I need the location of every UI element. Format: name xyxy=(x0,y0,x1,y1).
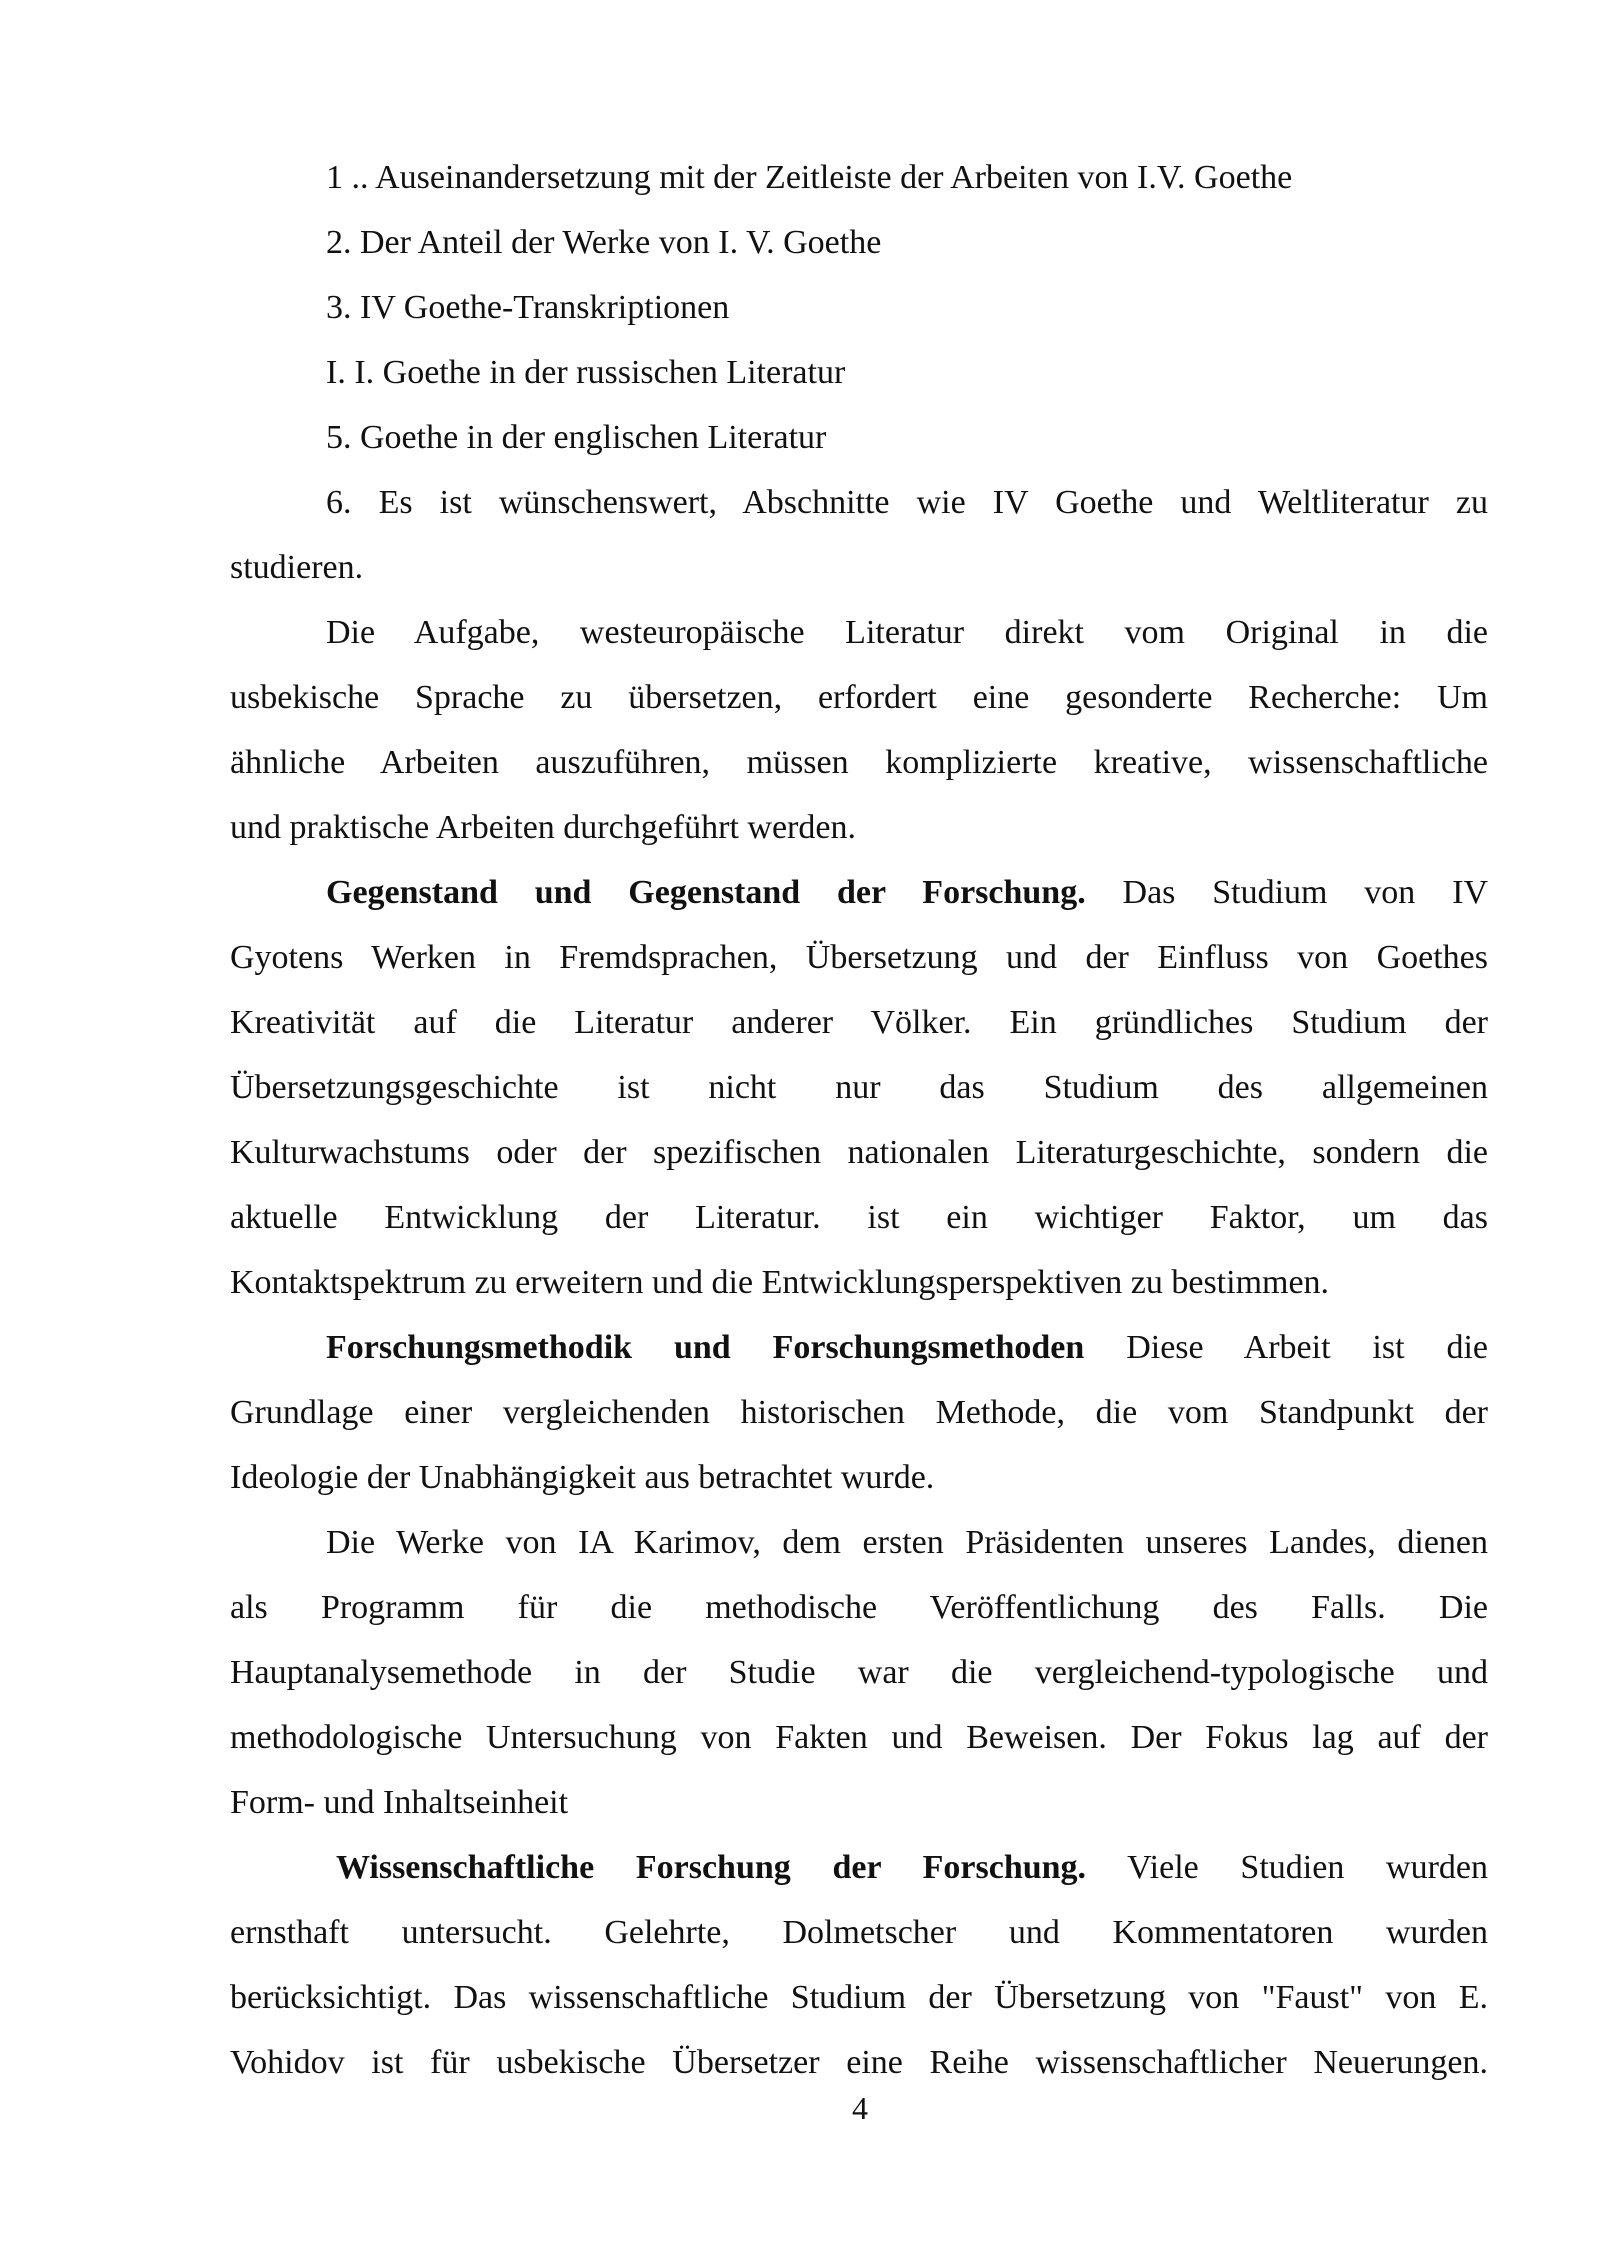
page-number: 4 xyxy=(852,2090,868,2126)
text-line: methodologische Untersuchung von Fakten und Beweisen. Der Fokus lag auf der xyxy=(230,1719,1488,1756)
paragraph-methodik xyxy=(230,1315,1488,1510)
text-line: Die Werke von IA Karimov, dem ersten Präsidenten unseres Landes, dienen xyxy=(326,1524,1488,1561)
text-line xyxy=(230,860,1488,925)
section-heading: Forschungsmethodik und Forschungsmethoden xyxy=(326,1329,1085,1366)
contents-list xyxy=(230,145,1488,600)
text-line: Ideologie der Unabhängigkeit aus betrachtet wurde. xyxy=(230,1459,935,1496)
section-heading: Wissenschaftliche Forschung der Forschung. xyxy=(336,1849,1087,1886)
list-item: I. I. Goethe in der russischen Literatur xyxy=(326,354,846,391)
list-item: 5. Goethe in der englischen Literatur xyxy=(326,419,827,456)
text-line: Übersetzungsgeschichte ist nicht nur das Studium des allgemeinen xyxy=(230,1069,1488,1106)
text-line: Form- und Inhaltseinheit xyxy=(230,1784,569,1821)
page-body xyxy=(230,145,1488,2095)
list-item: 3. IV Goethe-Transkriptionen xyxy=(326,289,730,326)
text-line: berücksichtigt. Das wissenschaftliche Studium der Übersetzung von "Faust" von E. xyxy=(230,1979,1488,2016)
text-line: Die Aufgabe, westeuropäische Literatur direkt vom Original in die xyxy=(326,614,1488,651)
text-line: und praktische Arbeiten durchgeführt werden. xyxy=(230,809,856,846)
text-line: ähnliche Arbeiten auszuführen, müssen komplizierte kreative, wissenschaftliche xyxy=(230,744,1488,781)
paragraph-gegenstand xyxy=(230,860,1488,1315)
paragraph-wissenschaft xyxy=(230,1835,1488,2095)
text-line: Gyotens Werken in Fremdsprachen, Übersetzung und der Einfluss von Goethes xyxy=(230,939,1488,976)
text-line: aktuelle Entwicklung der Literatur. ist ein wichtiger Faktor, um das xyxy=(230,1199,1488,1236)
text-line: Hauptanalysemethode in der Studie war die vergleichend-typologische und xyxy=(230,1654,1488,1691)
text-span: Das Studium von IV xyxy=(1085,874,1488,911)
text-span: Viele Studien wurden xyxy=(1086,1849,1488,1886)
text-span: Diese Arbeit ist die xyxy=(1084,1329,1488,1366)
section-heading: Gegenstand und Gegenstand der Forschung. xyxy=(326,874,1086,911)
paragraph-karimov xyxy=(230,1510,1488,1835)
text-line xyxy=(230,1835,1488,1900)
text-line: usbekische Sprache zu übersetzen, erfordert eine gesonderte Recherche: Um xyxy=(230,679,1488,716)
list-item-continuation: studieren. xyxy=(230,549,364,586)
text-line: Kontaktspektrum zu erweitern und die Entwicklungsperspektiven zu bestimmen. xyxy=(230,1264,1330,1301)
text-line: Kulturwachstums oder der spezifischen nationalen Literaturgeschichte, sondern die xyxy=(230,1134,1488,1171)
text-line xyxy=(230,1315,1488,1380)
text-line: als Programm für die methodische Veröffentlichung des Falls. Die xyxy=(230,1589,1488,1626)
list-item: 1 .. Auseinandersetzung mit der Zeitleiste der Arbeiten von I.V. Goethe xyxy=(326,159,1293,196)
list-item: 2. Der Anteil der Werke von I. V. Goethe xyxy=(326,224,882,261)
text-line: Vohidov ist für usbekische Übersetzer eine Reihe wissenschaftlicher Neuerungen. xyxy=(230,2044,1488,2081)
text-line: Kreativität auf die Literatur anderer Völker. Ein gründliches Studium der xyxy=(230,1004,1488,1041)
text-line: ernsthaft untersucht. Gelehrte, Dolmetscher und Kommentatoren wurden xyxy=(230,1914,1488,1951)
list-item: 6. Es ist wünschenswert, Abschnitte wie IV Goethe und Weltliteratur zu xyxy=(326,484,1488,521)
paragraph-aufgabe xyxy=(230,600,1488,860)
text-line: Grundlage einer vergleichenden historischen Methode, die vom Standpunkt der xyxy=(230,1394,1488,1431)
